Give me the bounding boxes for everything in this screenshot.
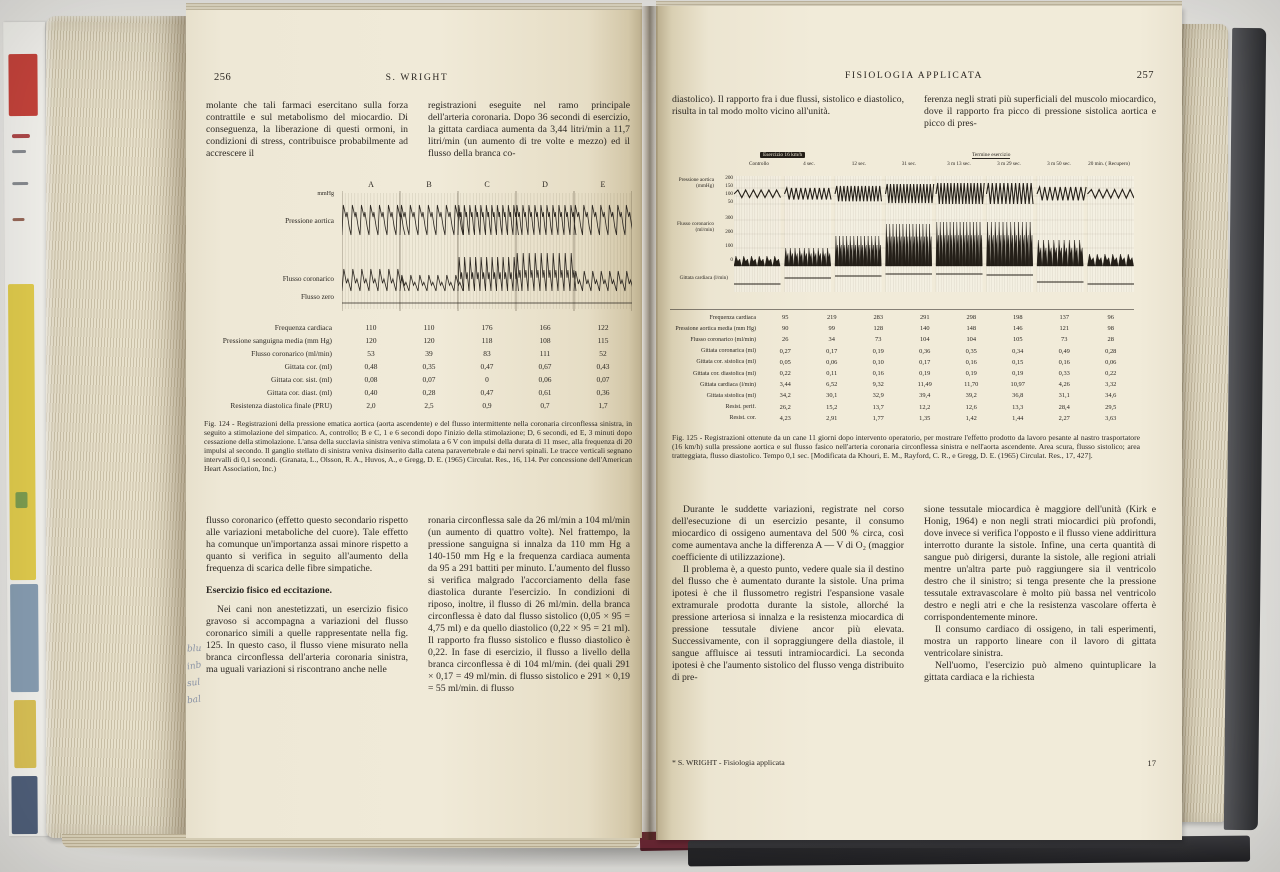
fig-table-value: 146 bbox=[1012, 325, 1023, 333]
fig-table-value: 104 bbox=[966, 336, 977, 344]
fig-table-value: 0,17 bbox=[919, 358, 931, 366]
fig-table-value: 283 bbox=[873, 314, 884, 322]
fig-table-row-label: Pressione sanguigna media (mm Hg) bbox=[222, 336, 332, 345]
fig125-column-headers bbox=[734, 162, 1134, 174]
page-stack-right bbox=[1180, 24, 1228, 822]
fig-table-value: 122 bbox=[597, 323, 609, 332]
fig-table-value: 291 bbox=[919, 314, 930, 322]
fig-table-row bbox=[670, 368, 1134, 379]
fig-table-value: 0,35 bbox=[965, 347, 977, 355]
fig-table-row bbox=[202, 334, 632, 347]
fig-table-value: 12,2 bbox=[919, 403, 931, 411]
fig125-column-header: 31 sec. bbox=[901, 161, 917, 167]
axis-unit-label: mmHg bbox=[317, 191, 334, 197]
fig-table-value: 118 bbox=[481, 336, 493, 345]
fig-table-value: 0,33 bbox=[1058, 370, 1070, 378]
fig125-column-header: Controllo bbox=[749, 161, 769, 167]
body-text: flusso coronarico (effetto questo secondario rispetto alle variazioni metaboliche del cuore). Tale effetto ha comunque un'importanza assai minore rispetto a quanto si verifica in seguito all'aumento della frequenza di scarica delle fibre simpatiche. bbox=[206, 515, 408, 574]
fig-table-value: 2,0 bbox=[366, 401, 376, 410]
fig-table-row bbox=[202, 321, 632, 334]
fig-table-row-label: Gittata cor. sist. (ml) bbox=[271, 375, 332, 384]
left-page bbox=[186, 10, 642, 838]
fig-table-value: 0,07 bbox=[422, 375, 436, 384]
body-text: diastolico). Il rapporto fra i due flussi, sistolico e diastolico, risulta in tal modo molto vicino all'unità. bbox=[672, 94, 904, 117]
book-cover-right bbox=[1224, 28, 1266, 830]
axis-ticks bbox=[718, 216, 733, 272]
body-text: Nei cani non anestetizzati, un esercizio fisico gravoso si accompagna a variazioni del flusso coronarico simili a quelle rappresentate nella fig. 125. In questo caso, il flusso viene misurato nella branca circonflessa dell'arteria coronaria sinistra, ma uguali variazioni si riscontrano anche nelle bbox=[206, 604, 408, 675]
fig-table-value: 13,7 bbox=[872, 403, 884, 411]
axis-tick: 150 bbox=[725, 183, 733, 189]
fig-table-value: 121 bbox=[1059, 325, 1070, 333]
fig-table-value: 2,5 bbox=[424, 401, 434, 410]
book-shadow bbox=[60, 848, 1200, 868]
fig-table-value: 3,32 bbox=[1105, 381, 1117, 389]
fig125-data-table bbox=[670, 309, 1134, 424]
fig-table-value: 0,48 bbox=[364, 362, 378, 371]
jacket-spine-text-marks bbox=[12, 134, 30, 138]
running-head: S. WRIGHT bbox=[385, 72, 449, 83]
fig-table-row-label: Gittata cor. diastolica (ml) bbox=[693, 370, 756, 377]
figure-125 bbox=[670, 152, 1134, 424]
fig-table-value: 6,52 bbox=[826, 381, 838, 389]
axis-label: Flusso coronarico (ml/min) bbox=[676, 221, 714, 233]
fig-table-value: 1,35 bbox=[919, 414, 931, 422]
fig-table-row-label: Flusso coronarico (ml/min) bbox=[251, 349, 332, 358]
jacket-art bbox=[10, 584, 39, 692]
fig125-column-header: 20 min. ( Recupero) bbox=[1088, 161, 1130, 167]
axis-tick: 100 bbox=[725, 191, 733, 197]
body-column bbox=[206, 515, 408, 695]
fig-table-value: 0,47 bbox=[480, 388, 494, 397]
body-columns-top bbox=[206, 100, 630, 160]
fig-table-value: 0,47 bbox=[480, 362, 494, 371]
fig-table-value: 29,5 bbox=[1105, 403, 1117, 411]
axis-tick: 50 bbox=[727, 199, 733, 205]
fig-table-value: 28,4 bbox=[1058, 403, 1070, 411]
fig-table-row-label: Gittata cardiaca (l/min) bbox=[700, 381, 756, 388]
margin-notes bbox=[187, 644, 207, 705]
fig-table-row bbox=[202, 399, 632, 412]
body-text: ronaria circonflessa sale da 26 ml/min a 104 ml/min (un aumento di quattro volte). Nel frattempo, la pressione sanguigna si innalza da 110 mm Hg a 140-150 mm Hg e la frequenza cardiaca aumenta da 95 a 291 battiti per minuto. L'aumento del flusso si verifica malgrado l'accorciamento della fase diastolica durante l'esercizio. In condizioni di riposo, inoltre, il flusso di 26 ml/min. della branca circonflessa è dato dal flusso sistolico (0,05 × 95 = 4,75 ml) e da quello diastolico (0,22 × 95 = 21 ml). Il rapporto fra flusso sistolico e flusso diastolico è 0,22. In fase di esercizio, il flusso a livello della branca circonflessa è di 104 ml/min. (dei quali 291 × 0,17 = 49 ml/min. di flusso sistolico e 291 × 0,19 = 55 ml/min. di flusso bbox=[428, 515, 630, 694]
fig-table-value: 10,97 bbox=[1010, 381, 1025, 389]
fig-table-value: 0,19 bbox=[1012, 370, 1024, 378]
jacket-art bbox=[8, 54, 37, 116]
trace-label: Flusso coronarico bbox=[282, 275, 334, 283]
fig-table-value: 99 bbox=[828, 325, 835, 333]
fig-table-value: 98 bbox=[1107, 325, 1114, 333]
page-footer bbox=[672, 758, 1156, 768]
fig-table-value: 140 bbox=[919, 325, 930, 333]
fig-table-row bbox=[670, 357, 1134, 368]
fig-table-value: 15,2 bbox=[826, 403, 838, 411]
fig125-plot-area bbox=[670, 174, 1134, 304]
fig-table-value: 32,9 bbox=[872, 392, 884, 400]
fig-table-value: 4,26 bbox=[1058, 381, 1070, 389]
fig-table-value: 12,6 bbox=[965, 403, 977, 411]
fig-table-value: 83 bbox=[483, 349, 491, 358]
fig-table-row bbox=[202, 360, 632, 373]
fig-table-value: 28 bbox=[1107, 336, 1114, 344]
fig-table-value: 176 bbox=[481, 323, 493, 332]
fig-table-value: 90 bbox=[782, 325, 789, 333]
page-header-right bbox=[672, 70, 1156, 84]
fig-table-row-label: Flusso coronarico (ml/min) bbox=[690, 336, 756, 343]
page-number: 257 bbox=[1136, 70, 1154, 81]
signature-number: 17 bbox=[1147, 758, 1156, 768]
handwritten-note: blu bbox=[186, 643, 202, 655]
axis-tick: 200 bbox=[725, 175, 733, 181]
fig-table-value: 148 bbox=[966, 325, 977, 333]
fig-table-value: 0 bbox=[485, 375, 489, 384]
segment-letter: D bbox=[542, 180, 548, 189]
fig-table-value: 166 bbox=[539, 323, 551, 332]
axis-tick: 0 bbox=[730, 257, 733, 263]
fig-table-value: 1,7 bbox=[598, 401, 608, 410]
fig-table-row-label: Frequenza cardiaca bbox=[274, 323, 332, 332]
fig-table-value: 105 bbox=[1012, 336, 1023, 344]
jacket-art bbox=[14, 700, 36, 768]
fig-table-value: 26,2 bbox=[779, 403, 791, 411]
fig-table-value: 0,7 bbox=[540, 401, 550, 410]
fig-table-value: 0,22 bbox=[779, 370, 791, 378]
fig-table-row bbox=[202, 347, 632, 360]
right-page bbox=[656, 6, 1182, 840]
fig-table-value: 96 bbox=[1107, 314, 1114, 322]
fig-table-value: 0,08 bbox=[364, 375, 378, 384]
fig124-plot-area bbox=[202, 191, 632, 316]
fig-table-value: 1,42 bbox=[965, 414, 977, 422]
fig-table-row-label: Frequenza cardiaca bbox=[709, 314, 756, 321]
fig-table-row bbox=[670, 413, 1134, 424]
fig-table-row bbox=[670, 346, 1134, 357]
body-text: Il problema è, a questo punto, vedere quale sia il destino del flusso che è aumentato durante la sistole. Una prima ipotesi è che il flussometro registri l'espansione vasale extramurale prodotta durante la sistole, allorché la pressione arteriosa si innalza e la resistenza miocardica di pressione tessutale diviene ancor più elevata. Successivamente, con il sopraggiungere della diastole, il sangue affluisce ai tessuti intramiocardici. La seconda ipotesi è che l'aumento sistolico del flusso venga distribuito di pre- bbox=[672, 564, 904, 683]
fig-table-value: 13,3 bbox=[1012, 403, 1024, 411]
fig-table-row bbox=[670, 334, 1134, 345]
fig125-traces bbox=[734, 174, 1134, 304]
body-columns-top bbox=[672, 94, 1156, 130]
page-stack-left bbox=[46, 16, 186, 838]
fig-table-value: 108 bbox=[539, 336, 551, 345]
fig-table-value: 0,15 bbox=[1012, 358, 1024, 366]
fig-table-value: 95 bbox=[782, 314, 789, 322]
fig-table-value: 34 bbox=[828, 336, 835, 344]
jacket-spine-text-marks bbox=[12, 150, 26, 153]
fig-table-value: 0,19 bbox=[872, 347, 884, 355]
fig-table-value: 0,06 bbox=[538, 375, 552, 384]
fig-table-value: 3,44 bbox=[779, 381, 791, 389]
body-column bbox=[924, 504, 1156, 684]
fig124-data-table bbox=[202, 321, 632, 412]
fig-table-value: 0,9 bbox=[482, 401, 492, 410]
fig-table-value: 2,27 bbox=[1058, 414, 1070, 422]
fig-table-value: 0,06 bbox=[826, 358, 838, 366]
body-column bbox=[428, 515, 630, 695]
fig124-trace-labels bbox=[202, 191, 342, 316]
fig-table-value: 0,17 bbox=[826, 347, 838, 355]
axis-ticks bbox=[718, 176, 733, 208]
fig125-group-labels bbox=[734, 152, 1134, 162]
fig-table-value: 0,16 bbox=[965, 358, 977, 366]
fig-table-value: 11,49 bbox=[917, 381, 932, 389]
jacket-art bbox=[11, 776, 37, 834]
body-columns-bottom bbox=[672, 504, 1156, 684]
fig-table-value: 30,1 bbox=[826, 392, 838, 400]
fig-table-value: 128 bbox=[873, 325, 884, 333]
fig-table-row-label: Gittata coronarica (ml) bbox=[701, 348, 756, 355]
fig-table-row-label: Gittata cor. sistolica (ml) bbox=[696, 359, 756, 366]
fig-table-value: 0,05 bbox=[779, 358, 791, 366]
fig-table-value: 0,36 bbox=[596, 388, 610, 397]
fig-table-value: 52 bbox=[599, 349, 607, 358]
fig-table-value: 11,70 bbox=[964, 381, 979, 389]
body-text: molante che tali farmaci esercitano sulla forza contrattile e sul metabolismo del miocardio. Di conseguenza, la liberazione di questi ormoni, in condizioni di stress, contribuisce probabilmente ad accrescere il bbox=[206, 100, 408, 159]
fig-table-value: 298 bbox=[966, 314, 977, 322]
fig-table-row-label: Pressione aortica media (mm Hg) bbox=[675, 325, 756, 332]
fig-table-value: 0,07 bbox=[596, 375, 610, 384]
fig-table-value: 104 bbox=[919, 336, 930, 344]
fig-table-value: 0,67 bbox=[538, 362, 552, 371]
segment-letter: C bbox=[484, 180, 490, 189]
fig-table-row bbox=[670, 312, 1134, 323]
page-number: 256 bbox=[214, 72, 232, 83]
fig125-axis-labels bbox=[670, 174, 734, 304]
segment-letter: E bbox=[600, 180, 606, 189]
fig-table-value: 120 bbox=[423, 336, 435, 345]
axis-tick: 200 bbox=[725, 229, 733, 235]
fig125-column-header: 3 m 29 sec. bbox=[997, 161, 1021, 167]
fig125-trace-plot bbox=[734, 174, 1134, 304]
fig-table-value: 110 bbox=[365, 323, 377, 332]
axis-label: Gittata cardiaca (l/min) bbox=[679, 275, 728, 281]
fig-table-value: 0,43 bbox=[596, 362, 610, 371]
fig-table-value: 110 bbox=[423, 323, 435, 332]
body-text: sione tessutale miocardica è maggiore dell'unità (Kirk e Honig, 1964) e non negli strati miocardici più profondi, dove invece si verifica l'opposto e il flusso viene addirittura interrotto durante la sistole. Infine, una certa quantità di sangue può dirigersi, durante la sistole, alle regioni atriali mentre un'altra parte può raggiungere sia il ventricolo destro che il sinistro; si tenga presente che la pressione tessutale extravascolare è molto più bassa nel ventricolo destro e negli atri e che la resistenza vascolare offerta è corrispondentemente minore. bbox=[924, 504, 1156, 623]
axis-tick: 100 bbox=[725, 243, 733, 249]
fig-table-value: 39,4 bbox=[919, 392, 931, 400]
fig-table-value: 3,63 bbox=[1105, 414, 1117, 422]
fig125-caption: Fig. 125 - Registrazioni ottenute da un cane 11 giorni dopo intervento operatorio, per mostrare l'effetto prodotto da lavoro pesante al nastro trasportatore (16 km/h) sulla pressione aortica e sul flusso fasico nell'arteria coronaria circonflessa sinistra e nell'aorta ascendente. Area scura, flusso sistolico; area tratteggiata, flusso diastolico. Tempo 0,1 sec. [Modificata da Khouri, E. M., Rayford, C. R., e Gregg, D. E. (1965) Circulat. Res., 17, 427]. bbox=[672, 433, 1140, 460]
body-text: Il consumo cardiaco di ossigeno, in tali esperimenti, mostra un rapporto lineare con il lavoro di gittata ventricolare sinistra. bbox=[924, 624, 1156, 659]
fig125-column-header: 4 sec. bbox=[803, 161, 815, 167]
group-label: Termine esercizio bbox=[972, 152, 1011, 158]
fig124-traces bbox=[342, 191, 632, 316]
fig-table-value: 0,16 bbox=[872, 370, 884, 378]
body-text: registrazioni eseguite nel ramo principale dell'arteria coronaria. Dopo 36 secondi di esercizio, la gittata cardiaca aumenta da 3,44 litri/min a 11,7 litri/min (un aumento di tre volte e mezzo) ed il flusso della branca co- bbox=[428, 100, 630, 159]
fig-table-value: 111 bbox=[539, 349, 551, 358]
fig-table-row bbox=[670, 390, 1134, 401]
fig-table-value: 73 bbox=[1061, 336, 1068, 344]
jacket-art bbox=[8, 284, 36, 580]
fig-table-row-label: Resist. perif. bbox=[725, 404, 756, 411]
fig-table-row-label: Gittata sistolica (ml) bbox=[706, 392, 756, 399]
footnote: * S. WRIGHT - Fisiologia applicata bbox=[672, 758, 785, 767]
fig-table-value: 0,40 bbox=[364, 388, 378, 397]
fig-table-value: 36,8 bbox=[1012, 392, 1024, 400]
fig124-caption: Fig. 124 - Registrazioni della pressione ematica aortica (aorta ascendente) e del flusso intermittente nella coronaria circonflessa sinistra, in seguito a stimolazione del simpatico. A, controllo; B e C, 1 e 6 secondi dopo l'inizio della stimolazione; D, 6 secondi, ed E, 3 minuti dopo cessazione della stimolazione. L'ansa della succlavia sinistra veniva stimolata a 6 V con impulsi della durata di 11 msec, alla frequenza di 20 impulsi al secondo. Il ganglio stellato di sinistra veniva disinserito dalla catena paravertebrale e dai nervi spinali. Le tracce verticali segnano intervalli di 0,1 secondi. (Granata, L., Olsson, R. A., Huvos, A., e Gregg, D. E. (1965) Circulat. Res., 16, 114. Per concessione dell'American Heart Association, Inc.) bbox=[204, 419, 632, 473]
fig-table-row-label: Gittata cor. (ml) bbox=[284, 362, 332, 371]
fig-table-value: 53 bbox=[367, 349, 375, 358]
section-heading: Esercizio fisico ed eccitazione. bbox=[206, 585, 332, 596]
segment-letters bbox=[342, 180, 632, 191]
body-text: Nell'uomo, l'esercizio può almeno quintuplicare la gittata cardiaca e la richiesta bbox=[924, 660, 1156, 683]
fig124-trace-plot bbox=[342, 191, 632, 316]
fig-table-value: 0,11 bbox=[826, 370, 838, 378]
trace-label: Flusso zero bbox=[301, 293, 334, 301]
book-gutter bbox=[640, 6, 658, 840]
fig-table-value: 120 bbox=[365, 336, 377, 345]
fig-table-row bbox=[670, 323, 1134, 334]
fig-table-value: 0,19 bbox=[965, 370, 977, 378]
fig-table-value: 219 bbox=[826, 314, 837, 322]
fig-table-value: 34,2 bbox=[779, 392, 791, 400]
handwritten-note: bal bbox=[186, 694, 202, 707]
body-columns-bottom bbox=[206, 515, 630, 695]
fig-table-value: 0,10 bbox=[872, 358, 884, 366]
figure-124 bbox=[202, 180, 632, 412]
fig-table-value: 9,32 bbox=[872, 381, 884, 389]
fig-table-value: 39 bbox=[425, 349, 433, 358]
fig-table-row-label: Gittata cor. diast. (ml) bbox=[266, 388, 332, 397]
fig-table-value: 198 bbox=[1012, 314, 1023, 322]
fig125-column-header: 3 m 13 sec. bbox=[947, 161, 971, 167]
fig-table-row-label: Resist. cor. bbox=[729, 415, 756, 422]
fig-table-value: 73 bbox=[875, 336, 882, 344]
fig-table-value: 2,91 bbox=[826, 414, 838, 422]
jacket-spine-text-marks bbox=[13, 218, 25, 221]
segment-letter: A bbox=[368, 180, 374, 189]
axis-label: Pressione aortica (mmHg) bbox=[678, 177, 714, 189]
jacket-spine-text-marks bbox=[12, 182, 28, 185]
fig-table-value: 0,22 bbox=[1105, 370, 1117, 378]
fig-table-row bbox=[202, 386, 632, 399]
fig-table-value: 39,2 bbox=[965, 392, 977, 400]
segment-letter: B bbox=[426, 180, 432, 189]
fig-table-row bbox=[670, 402, 1134, 413]
fig-table-value: 34,6 bbox=[1105, 392, 1117, 400]
fig-table-value: 0,49 bbox=[1058, 347, 1070, 355]
fig-table-value: 1,44 bbox=[1012, 414, 1024, 422]
fig-table-value: 0,28 bbox=[422, 388, 436, 397]
fig-table-value: 26 bbox=[782, 336, 789, 344]
axis-tick: 300 bbox=[725, 215, 733, 221]
fig-table-value: 31,1 bbox=[1058, 392, 1070, 400]
fig-table-value: 1,77 bbox=[872, 414, 884, 422]
running-head: FISIOLOGIA APPLICATA bbox=[844, 70, 984, 81]
fig-table-value: 0,06 bbox=[1105, 358, 1117, 366]
handwritten-note: sul bbox=[186, 677, 201, 690]
fig-table-value: 4,23 bbox=[779, 414, 791, 422]
fig125-column-header: 12 sec. bbox=[851, 161, 867, 167]
fig125-column-header: 3 m 50 sec. bbox=[1047, 161, 1071, 167]
fig-table-row-label: Resistenza diastolica finale (PRU) bbox=[230, 401, 332, 410]
fig-table-value: 0,16 bbox=[1058, 358, 1070, 366]
fig-table-row bbox=[670, 379, 1134, 390]
fig-table-value: 0,36 bbox=[919, 347, 931, 355]
fig-table-value: 137 bbox=[1059, 314, 1070, 322]
page-header-left bbox=[206, 72, 628, 86]
fig-table-value: 0,28 bbox=[1105, 347, 1117, 355]
group-label: Esercizio 16 km/h bbox=[760, 152, 805, 158]
fig-table-value: 0,35 bbox=[422, 362, 436, 371]
dust-jacket-edge bbox=[3, 22, 51, 836]
jacket-art bbox=[15, 492, 27, 508]
fig-table-value: 0,27 bbox=[779, 347, 791, 355]
fig-table-value: 115 bbox=[597, 336, 609, 345]
body-text: Durante le suddette variazioni, registrate nel corso dell'esecuzione di un esercizio pesante, il consumo miocardico di ossigeno aumentava del 500 % circa, così come aumentava anche la differenza A — V di O₂ (maggior coefficiente di utilizzazione). bbox=[672, 504, 904, 563]
fig-table-value: 0,19 bbox=[919, 370, 931, 378]
body-column bbox=[672, 504, 904, 684]
fig-table-row bbox=[202, 373, 632, 386]
fig-table-value: 0,61 bbox=[538, 388, 552, 397]
fig-table-value: 0,34 bbox=[1012, 347, 1024, 355]
trace-label: Pressione aortica bbox=[285, 217, 334, 225]
handwritten-note: inb bbox=[186, 660, 203, 673]
body-text: ferenza negli strati più superficiali del muscolo miocardico, dove il rapporto fra picco di pressione sistolica aortica e picco di pres- bbox=[924, 94, 1156, 129]
